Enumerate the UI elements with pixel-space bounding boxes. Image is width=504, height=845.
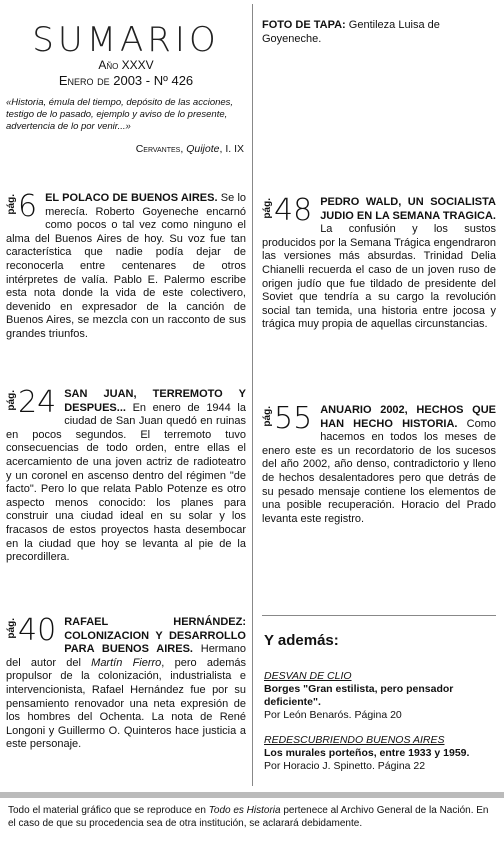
footer-text: pertenece al Archivo General de la Nación. En el caso de que su procedencia sea de otra institución, se aclarará debidamente. <box>8 805 489 829</box>
issue-line: Enero de 2003 - Nº 426 <box>58 73 194 88</box>
page-label: pág. <box>6 618 17 639</box>
citation-ref: , I. IX <box>219 143 244 155</box>
entry-headline: ANUARIO 2002, HECHOS QUE HAN HECHO HISTORIA. <box>320 404 496 430</box>
toc-entry-40[interactable] <box>6 613 246 752</box>
cover-label: FOTO DE TAPA: <box>262 19 346 31</box>
ademas-title: Y además: <box>264 632 339 649</box>
page-number: 6 <box>18 189 38 224</box>
masthead <box>6 6 246 155</box>
ademas-section: DESVAN DE CLIO <box>264 670 352 682</box>
footer-note <box>0 798 504 830</box>
ademas-item[interactable] <box>264 670 494 722</box>
footer-text: Todo el material gráfico que se reproduce en <box>8 805 209 816</box>
page-label: pág. <box>262 198 273 219</box>
entry-body: Como hacemos en todos los meses de enero este es un recordatorio de los sucesos del año 2002, año denso, contradictorio y lleno de hechos desalentadores pero que detrás de su pesado mensaje contiene los elementos de una posible recuperación. Horacio del Prado levanta este registro. <box>262 417 496 525</box>
entry-body <box>6 643 246 750</box>
page-label: pág. <box>6 390 17 411</box>
entry-body-italic: Martín Fierro <box>91 656 162 669</box>
citation-author: Cervantes, <box>135 143 184 155</box>
entry-body: La confusión y los sustos producidos por la Semana Trágica engendraron las versiones más absurdas. Trinidad Delia Chianelli recuerda el caso de un joven ruso de origen judío que fue tildado de presidente del Soviet que tendría a su cargo la revolución social tan temida, una historia entre jocosa y trágica muy propia de aquellas circunstancias. <box>262 223 496 331</box>
entry-headline: PEDRO WALD, UN SOCIALISTA JUDIO EN LA SEMANA TRAGICA. <box>320 196 496 222</box>
page-number: 48 <box>274 193 313 228</box>
page-number: 40 <box>18 613 57 648</box>
epigraph-citation <box>6 143 244 155</box>
citation-work: Quijote <box>186 143 220 155</box>
cover-text: Gentileza Luisa de Goyeneche. <box>262 19 440 45</box>
ademas-byline: Por León Benarós. Página 20 <box>264 709 402 721</box>
entry-body: En enero de 1944 la ciudad de San Juan quedó en ruinas en pocos segundos. El terremoto tuvo consecuencias de todo orden, entre ellas el acercamiento de una joven actriz de radioteatro y un coronel en ascenso dentro del régimen "de facto". Pero lo que relata Pablo Potenze es otro aspecto menos conocido: los planes para construir una ciudad ideal en su solar y los fracasos de estos proyectos hasta desembocar en la ciudad que hoy se levanta al pie de la precordillera. <box>6 401 246 564</box>
toc-entry-6[interactable] <box>6 189 247 342</box>
footer <box>0 792 504 845</box>
year-line: Año XXXV <box>98 58 154 72</box>
page-label: pág. <box>6 194 17 215</box>
cover-credit <box>262 6 496 46</box>
toc-entry-48[interactable] <box>262 193 496 332</box>
page-title: SUMARIO <box>32 20 220 60</box>
section-divider <box>262 615 496 616</box>
entry-body-text: , pero además propulsor de la colonización, industrialista e intervencionista, Rafael Hernández fue por su pensamiento renovador una neta expresión de los hombres del Ochenta. La nota de René Longoni y Guillermo O. Quinteros hace justicia a este personaje. <box>6 656 246 751</box>
page-number: 24 <box>18 385 57 420</box>
ademas-section: REDESCUBRIENDO BUENOS AIRES <box>264 734 445 746</box>
ademas-byline: Por Horacio J. Spinetto. Página 22 <box>264 760 426 772</box>
page-number: 55 <box>274 401 313 436</box>
entry-headline: SAN JUAN, TERREMOTO Y DESPUES... <box>64 388 246 414</box>
page-label: pág. <box>262 406 273 427</box>
toc-entry-55[interactable] <box>262 401 496 526</box>
entry-body: Se lo merecía. Roberto Goyeneche encarnó como pocos o tal vez como ninguno el alma del Buenos Aires de hoy. Su voz fue tan característica que nadie podía dejar de reconocerla entre centenares de otros intérpretes de valía. Pablo E. Palermo escribe esta nota donde la vida de este colectivero, devenido en expresador de la canción de Buenos Aires, se mezcla con un racconto de sus grandes triunfos. <box>6 192 247 340</box>
ademas-item[interactable] <box>264 734 494 773</box>
entry-headline: EL POLACO DE BUENOS AIRES. <box>45 192 218 204</box>
entry-body-text: Hermano del autor del <box>6 643 246 669</box>
ademas-headline: Borges "Gran estilista, pero pensador deficiente". <box>264 683 454 708</box>
footer-magazine-name: Todo es Historia <box>208 805 281 816</box>
epigraph: «Historia, émula del tiempo, depósito de las acciones, testigo de lo pasado, ejemplo y aviso de lo presente, advertencia de lo por venir...» <box>6 97 234 132</box>
ademas-headline: Los murales porteños, entre 1933 y 1959. <box>264 747 470 759</box>
entry-headline: RAFAEL HERNÁNDEZ: COLONIZACION Y DESARROLLO PARA BUENOS AIRES. <box>64 616 246 656</box>
toc-entry-24[interactable] <box>6 385 246 565</box>
column-divider <box>252 4 253 786</box>
